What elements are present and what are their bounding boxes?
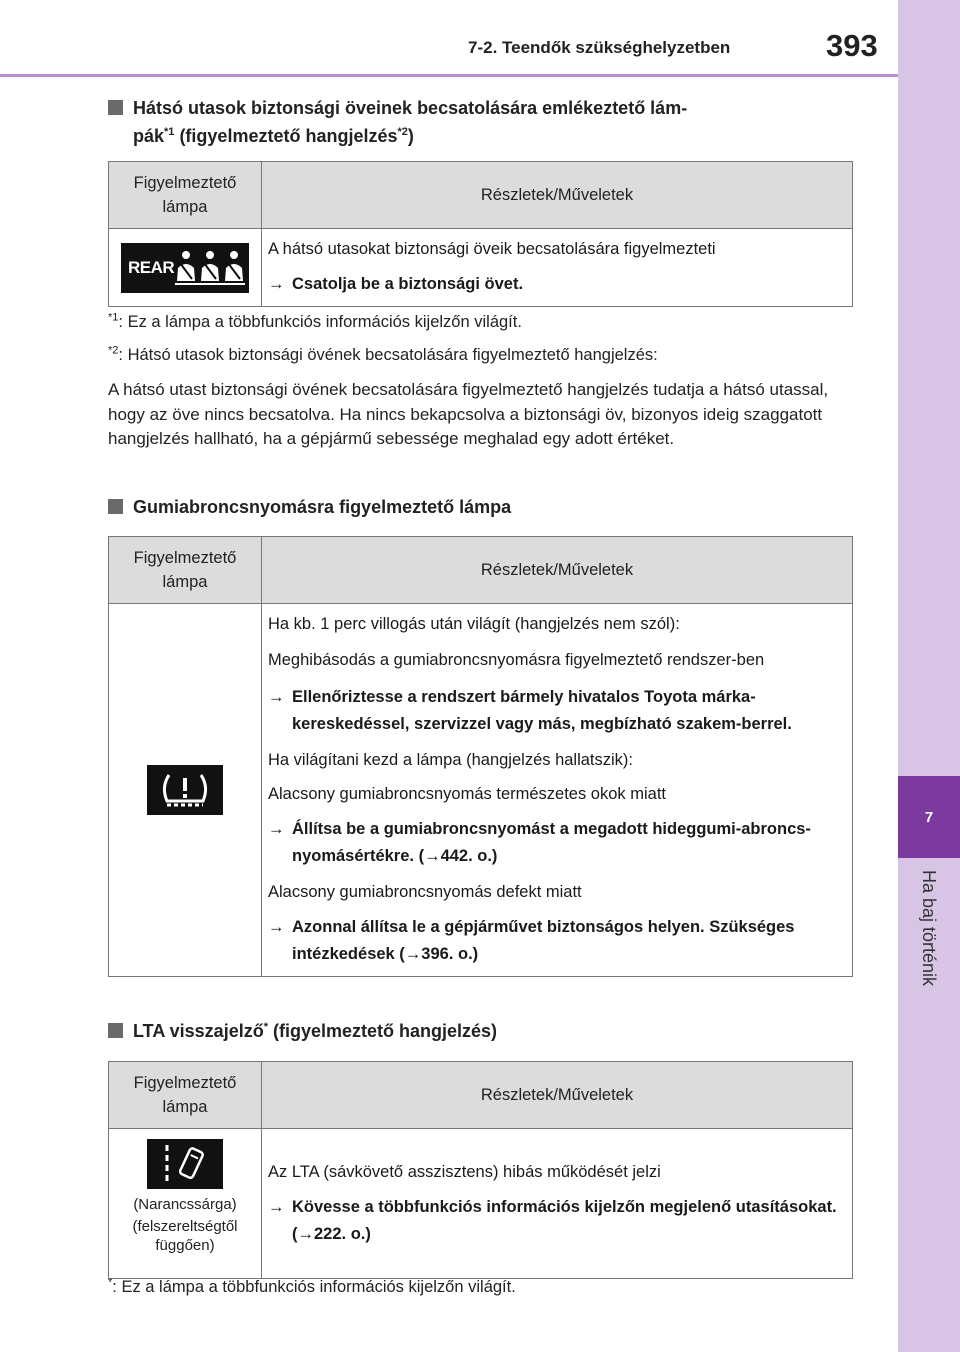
action-item <box>268 271 846 298</box>
column-header-details: Részletek/Műveletek <box>262 537 853 604</box>
action-text: Állítsa be a gumiabroncsnyomást a megadott hideggumi-abroncs-nyomásértékre. (→442. o.) <box>292 820 811 865</box>
lta-table <box>108 1061 853 1279</box>
column-header-details: Részletek/Műveletek <box>262 1062 853 1129</box>
arrow-icon: → <box>268 275 285 293</box>
footnote-mark: * <box>108 1276 113 1289</box>
chapter-sidebar <box>898 0 960 1352</box>
table-header-row <box>109 162 853 229</box>
section-heading-tire-pressure <box>108 493 838 521</box>
action-item <box>268 684 846 738</box>
footnote-ref: * <box>263 1021 268 1033</box>
seatbelt-figures-icon <box>175 248 245 288</box>
heading-text: Gumiabroncsnyomásra figyelmeztető lámpa <box>133 497 512 517</box>
lamp-cell <box>109 604 262 977</box>
footnote-text: : Ez a lámpa a többfunkciós információs kijelzőn világít. <box>112 1278 516 1296</box>
heading-bullet <box>108 1023 123 1038</box>
action-text: Azonnal állítsa le a gépjárművet biztonságos helyen. Szükséges intézkedések (→396. o.) <box>292 918 795 963</box>
arrow-icon: → <box>268 820 285 838</box>
detail-text: Meghibásodás a gumiabroncsnyomásra figyelmeztető rendszer-ben <box>268 651 765 669</box>
detail-text: Ha világítani kezd a lámpa (hangjelzés hallatszik): <box>268 751 634 769</box>
footnote-text: : Hátsó utasok biztonsági övének becsatolására figyelmeztető hangjelzés: <box>118 346 658 364</box>
column-header-details: Részletek/Műveletek <box>262 162 853 229</box>
detail-text: Alacsony gumiabroncsnyomás természetes okok miatt <box>268 785 666 803</box>
column-header-lamp: Figyelmeztető lámpa <box>109 537 262 604</box>
action-text: Ellenőriztesse a rendszert bármely hivatalos Toyota márka-kereskedéssel, szervizzel vagy más, megbízható szakem-berrel. <box>292 688 792 733</box>
column-header-lamp: Figyelmeztető lámpa <box>109 1062 262 1129</box>
table-row <box>109 229 853 307</box>
lamp-cell <box>109 1129 262 1279</box>
arrow-icon: → <box>268 1197 285 1216</box>
footnote-lta <box>108 1275 848 1299</box>
table-row <box>109 1129 853 1279</box>
explanation-paragraph: A hátsó utast biztonsági övének becsatolására figyelmeztető hangjelzés tudatja a hátsó utassal, hogy az öve nincs becsatolva. Ha nincs bekapcsolva a biztonsági öv, bizonyos ideig szaggatott hangjelzés hallható, ha a gépjármű sebessége meghalad egy adott értéket. <box>108 380 829 448</box>
heading-text: ) <box>407 126 414 146</box>
heading-text: pák <box>133 126 165 146</box>
action-text: Kövesse a többfunkciós információs kijelzőn megjelenő utasításokat. (→222. o.) <box>292 1197 837 1243</box>
lamp-color-caption: (Narancssárga) <box>133 1196 237 1213</box>
arrow-icon: → <box>268 688 285 706</box>
table-header-row <box>109 1062 853 1129</box>
tire-pressure-table <box>108 536 853 977</box>
section-title: 7-2. Teendők szükséghelyzetben <box>468 38 731 57</box>
action-text: Csatolja be a biztonsági övet. <box>292 275 524 293</box>
heading-bullet <box>108 100 123 115</box>
footnote-mark: *2 <box>108 344 119 357</box>
details-cell <box>262 229 853 307</box>
tire-pressure-symbol <box>147 765 223 815</box>
table-header-row <box>109 537 853 604</box>
heading-text: Hátsó utasok biztonsági öveinek becsatolására emlékeztető lám- <box>133 98 688 118</box>
footnote-1 <box>108 310 848 334</box>
detail-text: Alacsony gumiabroncsnyomás defekt miatt <box>268 883 582 901</box>
action-item <box>268 1194 846 1248</box>
footnote-ref: *1 <box>164 126 175 138</box>
detail-text: Az LTA (sávkövető asszisztens) hibás működését jelzi <box>268 1162 661 1181</box>
section-heading-lta <box>108 1017 838 1045</box>
chapter-title: Ha baj történik <box>919 870 939 987</box>
action-item <box>268 816 846 870</box>
header-divider <box>0 74 898 77</box>
footnote-2 <box>108 343 848 367</box>
detail-text: A hátsó utasokat biztonsági öveik becsatolására figyelmezteti <box>268 240 716 258</box>
rear-seatbelt-reminder-icon <box>121 243 249 293</box>
rear-lamp-label: REAR <box>128 257 175 277</box>
lamp-availability-caption: (felszereltségtől függően) <box>132 1218 238 1254</box>
footnote-ref: *2 <box>397 126 408 138</box>
heading-text: LTA visszajelző <box>133 1021 264 1041</box>
lane-tracing-symbol <box>147 1139 223 1189</box>
lamp-cell <box>109 229 262 307</box>
details-cell <box>262 604 853 977</box>
table-row <box>109 604 853 977</box>
rear-seatbelt-table <box>108 161 853 307</box>
arrow-icon: → <box>268 918 285 936</box>
section-heading-rear-seatbelt <box>108 94 838 150</box>
lta-indicator-icon <box>147 1139 223 1189</box>
heading-text: (figyelmeztető hangjelzés <box>174 126 398 146</box>
heading-text: (figyelmeztető hangjelzés) <box>267 1021 498 1041</box>
footnote-text: : Ez a lámpa a többfunkciós információs kijelzőn világít. <box>118 313 522 331</box>
page-number: 393 <box>826 28 878 63</box>
column-header-lamp: Figyelmeztető lámpa <box>109 162 262 229</box>
chapter-number-tab[interactable]: 7 <box>898 776 960 858</box>
heading-bullet <box>108 499 123 514</box>
tire-pressure-warning-icon <box>147 765 223 815</box>
action-item <box>268 914 846 968</box>
detail-text: Ha kb. 1 perc villogás után világít (hangjelzés nem szól): <box>268 615 680 633</box>
footnote-mark: *1 <box>108 311 119 324</box>
details-cell <box>262 1129 853 1279</box>
